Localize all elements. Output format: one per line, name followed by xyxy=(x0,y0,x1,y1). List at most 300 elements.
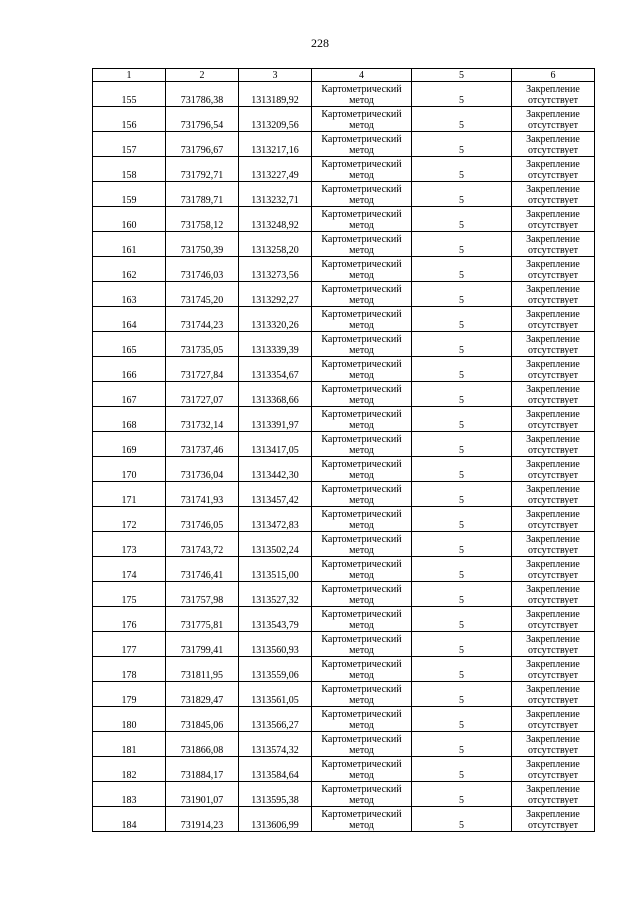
point-number-cell: 164 xyxy=(93,307,166,332)
method-line: метод xyxy=(349,595,374,606)
fixation-cell xyxy=(512,457,595,482)
method-line: метод xyxy=(349,520,374,531)
x-coordinate-cell: 731735,05 xyxy=(166,332,239,357)
point-number-cell: 156 xyxy=(93,107,166,132)
accuracy-cell: 5 xyxy=(412,307,512,332)
x-coordinate-cell: 731746,41 xyxy=(166,557,239,582)
x-coordinate-cell: 731757,98 xyxy=(166,582,239,607)
method-line: Картометрический xyxy=(321,509,402,520)
point-number-cell: 178 xyxy=(93,657,166,682)
method-cell xyxy=(312,657,412,682)
fixation-line: Закрепление xyxy=(526,634,580,645)
method-line: метод xyxy=(349,570,374,581)
method-line: метод xyxy=(349,470,374,481)
table-row xyxy=(93,182,595,207)
fixation-cell xyxy=(512,682,595,707)
fixation-line: отсутствует xyxy=(527,645,579,656)
method-cell xyxy=(312,457,412,482)
point-number-cell: 163 xyxy=(93,282,166,307)
accuracy-cell: 5 xyxy=(412,207,512,232)
fixation-line: отсутствует xyxy=(527,145,579,156)
fixation-line: Закрепление xyxy=(526,334,580,345)
fixation-cell xyxy=(512,332,595,357)
method-line: метод xyxy=(349,195,374,206)
accuracy-cell: 5 xyxy=(412,382,512,407)
point-number-cell: 171 xyxy=(93,482,166,507)
y-coordinate-cell: 1313566,27 xyxy=(239,707,312,732)
y-coordinate-cell: 1313368,66 xyxy=(239,382,312,407)
fixation-line: Закрепление xyxy=(526,759,580,770)
point-number-cell: 172 xyxy=(93,507,166,532)
x-coordinate-cell: 731845,06 xyxy=(166,707,239,732)
method-cell xyxy=(312,707,412,732)
method-cell xyxy=(312,232,412,257)
accuracy-cell: 5 xyxy=(412,357,512,382)
method-line: метод xyxy=(349,495,374,506)
method-cell xyxy=(312,407,412,432)
method-line: метод xyxy=(349,245,374,256)
fixation-line: отсутствует xyxy=(527,595,579,606)
x-coordinate-cell: 731727,07 xyxy=(166,382,239,407)
fixation-line: Закрепление xyxy=(526,209,580,220)
point-number-cell: 176 xyxy=(93,607,166,632)
x-coordinate-cell: 731775,81 xyxy=(166,607,239,632)
method-line: Картометрический xyxy=(321,434,402,445)
method-line: метод xyxy=(349,220,374,231)
fixation-line: отсутствует xyxy=(527,345,579,356)
fixation-line: отсутствует xyxy=(527,395,579,406)
method-cell xyxy=(312,782,412,807)
fixation-line: Закрепление xyxy=(526,84,580,95)
accuracy-cell: 5 xyxy=(412,657,512,682)
method-line: метод xyxy=(349,445,374,456)
point-number-cell: 159 xyxy=(93,182,166,207)
x-coordinate-cell: 731901,07 xyxy=(166,782,239,807)
fixation-cell xyxy=(512,707,595,732)
fixation-line: отсутствует xyxy=(527,720,579,731)
method-cell xyxy=(312,482,412,507)
y-coordinate-cell: 1313584,64 xyxy=(239,757,312,782)
x-coordinate-cell: 731796,67 xyxy=(166,132,239,157)
accuracy-cell: 5 xyxy=(412,457,512,482)
accuracy-cell: 5 xyxy=(412,807,512,832)
fixation-line: Закрепление xyxy=(526,109,580,120)
table-row xyxy=(93,707,595,732)
table-row xyxy=(93,807,595,832)
fixation-cell xyxy=(512,307,595,332)
method-line: метод xyxy=(349,820,374,831)
y-coordinate-cell: 1313543,79 xyxy=(239,607,312,632)
fixation-line: Закрепление xyxy=(526,134,580,145)
point-number-cell: 158 xyxy=(93,157,166,182)
method-line: метод xyxy=(349,745,374,756)
fixation-line: отсутствует xyxy=(527,295,579,306)
y-coordinate-cell: 1313258,20 xyxy=(239,232,312,257)
fixation-cell xyxy=(512,757,595,782)
accuracy-cell: 5 xyxy=(412,582,512,607)
fixation-line: отсутствует xyxy=(527,695,579,706)
method-line: метод xyxy=(349,620,374,631)
fixation-line: Закрепление xyxy=(526,234,580,245)
point-number-cell: 181 xyxy=(93,732,166,757)
method-cell xyxy=(312,632,412,657)
method-line: метод xyxy=(349,645,374,656)
fixation-line: Закрепление xyxy=(526,584,580,595)
y-coordinate-cell: 1313248,92 xyxy=(239,207,312,232)
table-row xyxy=(93,307,595,332)
method-cell xyxy=(312,307,412,332)
y-coordinate-cell: 1313417,05 xyxy=(239,432,312,457)
method-line: Картометрический xyxy=(321,784,402,795)
method-line: Картометрический xyxy=(321,809,402,820)
method-cell xyxy=(312,157,412,182)
method-line: метод xyxy=(349,795,374,806)
table-row xyxy=(93,607,595,632)
fixation-line: отсутствует xyxy=(527,170,579,181)
column-header: 2 xyxy=(166,69,239,82)
fixation-line: отсутствует xyxy=(527,445,579,456)
table-row xyxy=(93,782,595,807)
method-cell xyxy=(312,107,412,132)
point-number-cell: 182 xyxy=(93,757,166,782)
accuracy-cell: 5 xyxy=(412,282,512,307)
point-number-cell: 177 xyxy=(93,632,166,657)
method-line: Картометрический xyxy=(321,684,402,695)
y-coordinate-cell: 1313320,26 xyxy=(239,307,312,332)
fixation-cell xyxy=(512,807,595,832)
fixation-line: отсутствует xyxy=(527,745,579,756)
method-line: метод xyxy=(349,345,374,356)
table-row xyxy=(93,557,595,582)
method-line: метод xyxy=(349,120,374,131)
fixation-cell xyxy=(512,732,595,757)
fixation-line: Закрепление xyxy=(526,459,580,470)
table-row xyxy=(93,357,595,382)
x-coordinate-cell: 731741,93 xyxy=(166,482,239,507)
y-coordinate-cell: 1313527,32 xyxy=(239,582,312,607)
fixation-cell xyxy=(512,507,595,532)
fixation-cell xyxy=(512,107,595,132)
fixation-line: Закрепление xyxy=(526,684,580,695)
table-row xyxy=(93,507,595,532)
point-number-cell: 170 xyxy=(93,457,166,482)
y-coordinate-cell: 1313189,92 xyxy=(239,82,312,107)
fixation-cell xyxy=(512,132,595,157)
column-header: 1 xyxy=(93,69,166,82)
point-number-cell: 175 xyxy=(93,582,166,607)
accuracy-cell: 5 xyxy=(412,757,512,782)
method-cell xyxy=(312,607,412,632)
y-coordinate-cell: 1313606,99 xyxy=(239,807,312,832)
point-number-cell: 168 xyxy=(93,407,166,432)
method-cell xyxy=(312,682,412,707)
fixation-line: Закрепление xyxy=(526,709,580,720)
fixation-cell xyxy=(512,232,595,257)
accuracy-cell: 5 xyxy=(412,107,512,132)
table-row xyxy=(93,207,595,232)
fixation-cell xyxy=(512,157,595,182)
fixation-line: Закрепление xyxy=(526,559,580,570)
accuracy-cell: 5 xyxy=(412,407,512,432)
x-coordinate-cell: 731744,23 xyxy=(166,307,239,332)
fixation-line: отсутствует xyxy=(527,420,579,431)
point-number-cell: 184 xyxy=(93,807,166,832)
fixation-line: Закрепление xyxy=(526,809,580,820)
method-line: метод xyxy=(349,695,374,706)
fixation-line: Закрепление xyxy=(526,484,580,495)
fixation-cell xyxy=(512,582,595,607)
method-cell xyxy=(312,282,412,307)
fixation-line: Закрепление xyxy=(526,509,580,520)
table-row xyxy=(93,457,595,482)
method-cell xyxy=(312,532,412,557)
y-coordinate-cell: 1313560,93 xyxy=(239,632,312,657)
fixation-line: отсутствует xyxy=(527,820,579,831)
fixation-line: Закрепление xyxy=(526,734,580,745)
y-coordinate-cell: 1313515,00 xyxy=(239,557,312,582)
y-coordinate-cell: 1313227,49 xyxy=(239,157,312,182)
x-coordinate-cell: 731746,05 xyxy=(166,507,239,532)
fixation-cell xyxy=(512,382,595,407)
method-cell xyxy=(312,82,412,107)
method-cell xyxy=(312,332,412,357)
point-number-cell: 179 xyxy=(93,682,166,707)
method-line: Картометрический xyxy=(321,134,402,145)
method-line: метод xyxy=(349,720,374,731)
fixation-cell xyxy=(512,357,595,382)
table-row xyxy=(93,732,595,757)
y-coordinate-cell: 1313209,56 xyxy=(239,107,312,132)
method-line: метод xyxy=(349,95,374,106)
y-coordinate-cell: 1313292,27 xyxy=(239,282,312,307)
table-row xyxy=(93,332,595,357)
fixation-line: отсутствует xyxy=(527,520,579,531)
method-line: Картометрический xyxy=(321,609,402,620)
method-cell xyxy=(312,732,412,757)
fixation-cell xyxy=(512,782,595,807)
accuracy-cell: 5 xyxy=(412,707,512,732)
x-coordinate-cell: 731746,03 xyxy=(166,257,239,282)
accuracy-cell: 5 xyxy=(412,132,512,157)
method-line: Картометрический xyxy=(321,734,402,745)
method-line: Картометрический xyxy=(321,84,402,95)
y-coordinate-cell: 1313354,67 xyxy=(239,357,312,382)
fixation-cell xyxy=(512,432,595,457)
point-number-cell: 161 xyxy=(93,232,166,257)
point-number-cell: 173 xyxy=(93,532,166,557)
table-row xyxy=(93,257,595,282)
method-line: метод xyxy=(349,545,374,556)
method-line: Картометрический xyxy=(321,559,402,570)
method-line: Картометрический xyxy=(321,709,402,720)
method-line: Картометрический xyxy=(321,159,402,170)
method-line: метод xyxy=(349,320,374,331)
fixation-cell xyxy=(512,182,595,207)
method-line: метод xyxy=(349,170,374,181)
point-number-cell: 162 xyxy=(93,257,166,282)
fixation-line: отсутствует xyxy=(527,320,579,331)
method-line: Картометрический xyxy=(321,484,402,495)
column-header: 3 xyxy=(239,69,312,82)
x-coordinate-cell: 731786,38 xyxy=(166,82,239,107)
fixation-cell xyxy=(512,207,595,232)
accuracy-cell: 5 xyxy=(412,607,512,632)
x-coordinate-cell: 731750,39 xyxy=(166,232,239,257)
fixation-line: Закрепление xyxy=(526,434,580,445)
accuracy-cell: 5 xyxy=(412,782,512,807)
accuracy-cell: 5 xyxy=(412,182,512,207)
x-coordinate-cell: 731736,04 xyxy=(166,457,239,482)
fixation-line: Закрепление xyxy=(526,409,580,420)
point-number-cell: 165 xyxy=(93,332,166,357)
fixation-cell xyxy=(512,82,595,107)
method-cell xyxy=(312,182,412,207)
method-line: Картометрический xyxy=(321,459,402,470)
fixation-line: отсутствует xyxy=(527,120,579,131)
method-line: метод xyxy=(349,370,374,381)
y-coordinate-cell: 1313391,97 xyxy=(239,407,312,432)
fixation-cell xyxy=(512,632,595,657)
accuracy-cell: 5 xyxy=(412,732,512,757)
table-row xyxy=(93,407,595,432)
table-row xyxy=(93,657,595,682)
fixation-line: отсутствует xyxy=(527,545,579,556)
method-line: Картометрический xyxy=(321,309,402,320)
y-coordinate-cell: 1313595,38 xyxy=(239,782,312,807)
y-coordinate-cell: 1313559,06 xyxy=(239,657,312,682)
x-coordinate-cell: 731884,17 xyxy=(166,757,239,782)
accuracy-cell: 5 xyxy=(412,682,512,707)
coordinates-table xyxy=(92,68,595,832)
fixation-line: отсутствует xyxy=(527,670,579,681)
method-line: Картометрический xyxy=(321,109,402,120)
x-coordinate-cell: 731796,54 xyxy=(166,107,239,132)
point-number-cell: 157 xyxy=(93,132,166,157)
y-coordinate-cell: 1313339,39 xyxy=(239,332,312,357)
fixation-cell xyxy=(512,282,595,307)
fixation-line: Закрепление xyxy=(526,659,580,670)
fixation-line: отсутствует xyxy=(527,795,579,806)
y-coordinate-cell: 1313273,56 xyxy=(239,257,312,282)
accuracy-cell: 5 xyxy=(412,482,512,507)
fixation-line: отсутствует xyxy=(527,95,579,106)
fixation-line: отсутствует xyxy=(527,195,579,206)
y-coordinate-cell: 1313472,83 xyxy=(239,507,312,532)
accuracy-cell: 5 xyxy=(412,82,512,107)
method-line: Картометрический xyxy=(321,209,402,220)
point-number-cell: 183 xyxy=(93,782,166,807)
method-line: метод xyxy=(349,145,374,156)
fixation-line: отсутствует xyxy=(527,245,579,256)
table-row xyxy=(93,157,595,182)
table-row xyxy=(93,132,595,157)
x-coordinate-cell: 731866,08 xyxy=(166,732,239,757)
method-cell xyxy=(312,757,412,782)
fixation-cell xyxy=(512,257,595,282)
method-line: Картометрический xyxy=(321,184,402,195)
method-cell xyxy=(312,132,412,157)
table-row xyxy=(93,232,595,257)
fixation-cell xyxy=(512,532,595,557)
method-line: Картометрический xyxy=(321,384,402,395)
accuracy-cell: 5 xyxy=(412,332,512,357)
y-coordinate-cell: 1313457,42 xyxy=(239,482,312,507)
table-row xyxy=(93,382,595,407)
fixation-line: Закрепление xyxy=(526,284,580,295)
accuracy-cell: 5 xyxy=(412,507,512,532)
x-coordinate-cell: 731811,95 xyxy=(166,657,239,682)
fixation-line: отсутствует xyxy=(527,770,579,781)
accuracy-cell: 5 xyxy=(412,232,512,257)
fixation-line: Закрепление xyxy=(526,184,580,195)
point-number-cell: 169 xyxy=(93,432,166,457)
method-line: Картометрический xyxy=(321,634,402,645)
point-number-cell: 155 xyxy=(93,82,166,107)
column-header: 4 xyxy=(312,69,412,82)
method-line: метод xyxy=(349,670,374,681)
y-coordinate-cell: 1313502,24 xyxy=(239,532,312,557)
x-coordinate-cell: 731743,72 xyxy=(166,532,239,557)
y-coordinate-cell: 1313442,30 xyxy=(239,457,312,482)
table-row xyxy=(93,107,595,132)
method-line: Картометрический xyxy=(321,584,402,595)
table-row xyxy=(93,582,595,607)
column-header: 6 xyxy=(512,69,595,82)
accuracy-cell: 5 xyxy=(412,257,512,282)
table-row xyxy=(93,432,595,457)
method-line: Картометрический xyxy=(321,359,402,370)
point-number-cell: 180 xyxy=(93,707,166,732)
x-coordinate-cell: 731727,84 xyxy=(166,357,239,382)
x-coordinate-cell: 731829,47 xyxy=(166,682,239,707)
method-line: метод xyxy=(349,770,374,781)
method-line: Картометрический xyxy=(321,234,402,245)
fixation-cell xyxy=(512,607,595,632)
method-cell xyxy=(312,207,412,232)
method-line: метод xyxy=(349,295,374,306)
fixation-line: Закрепление xyxy=(526,309,580,320)
method-line: метод xyxy=(349,395,374,406)
fixation-cell xyxy=(512,407,595,432)
fixation-cell xyxy=(512,557,595,582)
y-coordinate-cell: 1313232,71 xyxy=(239,182,312,207)
fixation-line: Закрепление xyxy=(526,609,580,620)
fixation-line: отсутствует xyxy=(527,620,579,631)
method-line: Картометрический xyxy=(321,259,402,270)
table-row xyxy=(93,482,595,507)
method-line: метод xyxy=(349,420,374,431)
accuracy-cell: 5 xyxy=(412,532,512,557)
accuracy-cell: 5 xyxy=(412,432,512,457)
fixation-line: отсутствует xyxy=(527,570,579,581)
table-row xyxy=(93,282,595,307)
y-coordinate-cell: 1313574,32 xyxy=(239,732,312,757)
point-number-cell: 166 xyxy=(93,357,166,382)
page-number: 228 xyxy=(311,36,329,50)
table-row xyxy=(93,532,595,557)
method-line: Картометрический xyxy=(321,409,402,420)
method-cell xyxy=(312,807,412,832)
y-coordinate-cell: 1313561,05 xyxy=(239,682,312,707)
fixation-line: отсутствует xyxy=(527,495,579,506)
fixation-line: отсутствует xyxy=(527,220,579,231)
accuracy-cell: 5 xyxy=(412,557,512,582)
table-row xyxy=(93,632,595,657)
point-number-cell: 160 xyxy=(93,207,166,232)
table-body xyxy=(93,82,595,832)
x-coordinate-cell: 731799,41 xyxy=(166,632,239,657)
fixation-line: Закрепление xyxy=(526,784,580,795)
